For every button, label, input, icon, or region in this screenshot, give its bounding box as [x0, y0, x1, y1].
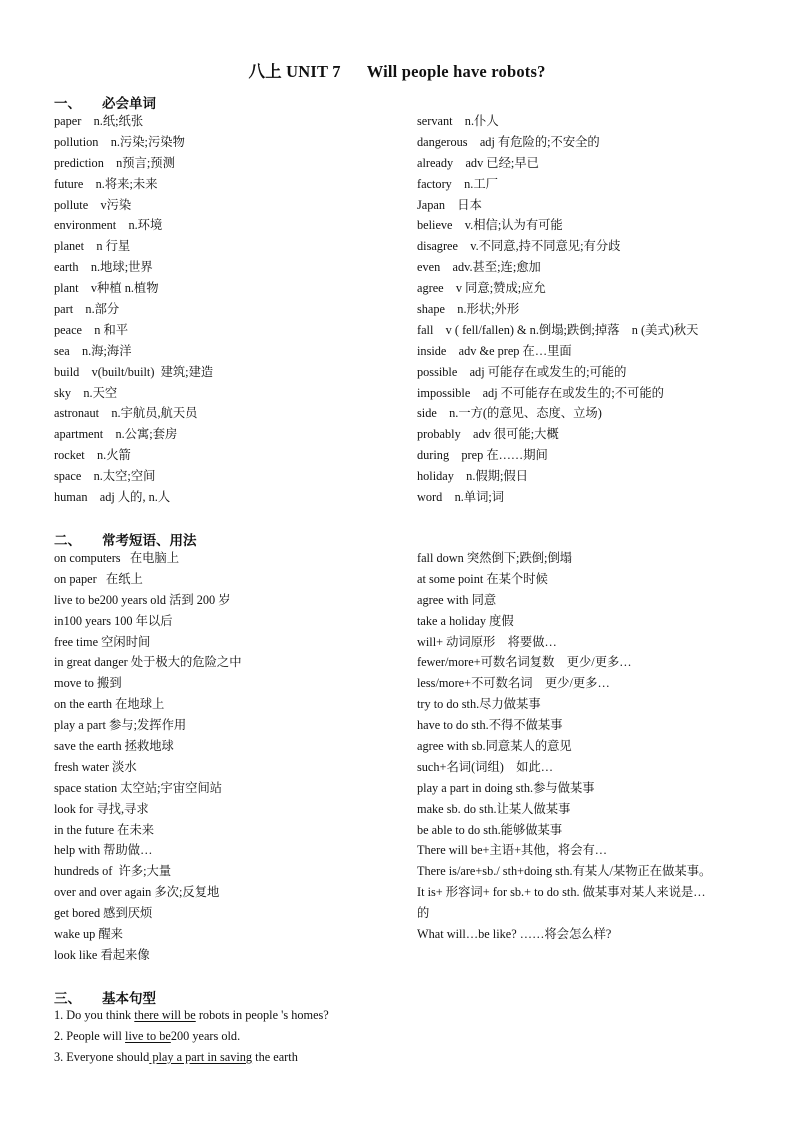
sentence-key-phrase: live to be [125, 1028, 171, 1043]
section-label: 基本句型 [102, 991, 156, 1006]
section-heading-phrases [54, 529, 197, 549]
vocab-item: sky n.天空 [54, 385, 118, 400]
section-label: 常考短语、用法 [102, 533, 197, 548]
vocab-item: believe v.相信;认为有可能 [417, 218, 563, 233]
sentence-item [54, 1047, 329, 1068]
phrase-item: look for 寻找,寻求 [54, 801, 149, 816]
vocab-item: already adv 已经;早已 [417, 155, 539, 170]
vocab-item: agree v 同意;赞成;应允 [417, 281, 546, 296]
vocab-item: side n.一方(的意见、态度、立场) [417, 406, 602, 421]
vocab-item: inside adv &e prep 在…里面 [417, 343, 572, 358]
title-unit: 八上 UNIT 7 [248, 62, 341, 81]
phrase-item: agree with sb.同意某人的意见 [417, 739, 572, 754]
vocab-item: human adj 人的, n.人 [54, 490, 171, 505]
vocabulary-list-right [417, 111, 698, 508]
phrase-item: hundreds of 许多;大量 [54, 864, 172, 879]
vocabulary-list-left [54, 111, 213, 508]
phrase-item: 的 [417, 906, 430, 921]
vocab-item: disagree v.不同意,持不同意见;有分歧 [417, 239, 621, 254]
section-number: 一、 [54, 96, 81, 111]
vocab-item: possible adj 可能存在或发生的;可能的 [417, 364, 627, 379]
phrase-item: free time 空闲时间 [54, 634, 151, 649]
phrase-item: There will be+主语+其他，将会有… [417, 843, 608, 858]
sentence-text: 200 years old. [170, 1028, 241, 1043]
vocab-item: holiday n.假期;假日 [417, 469, 529, 484]
vocab-item: shape n.形状;外形 [417, 302, 520, 317]
phrase-item: help with 帮助做… [54, 843, 153, 858]
phrase-list-left [54, 548, 242, 966]
phrase-item: fewer/more+可数名词复数 更少/更多… [417, 655, 632, 670]
section-heading-sentences [54, 987, 156, 1007]
sentence-text: 2. People will [54, 1028, 126, 1043]
phrase-item: It is+ 形容词+ for sb.+ to do sth. 做某事对某人来说是… [417, 885, 706, 900]
vocab-item: space n.太空;空间 [54, 469, 156, 484]
vocab-item: build v(built/built) 建筑;建造 [54, 364, 214, 379]
vocab-item: peace n 和平 [54, 322, 129, 337]
vocab-item: factory n.工厂 [417, 176, 498, 191]
vocab-item: sea n.海;海洋 [54, 343, 132, 358]
vocab-item: future n.将来;未来 [54, 176, 158, 191]
phrase-item: over and over again 多次;反复地 [54, 885, 220, 900]
phrase-item: in great danger 处于极大的危险之中 [54, 655, 242, 670]
vocab-item: impossible adj 不可能存在或发生的;不可能的 [417, 385, 664, 400]
vocab-item: pollution n.污染;污染物 [54, 134, 185, 149]
phrase-item: have to do sth.不得不做某事 [417, 718, 563, 733]
vocab-item: pollute v污染 [54, 197, 132, 212]
vocab-item: astronaut n.宇航员,航天员 [54, 406, 198, 421]
phrase-item: fall down 突然倒下;跌倒;倒塌 [417, 551, 573, 565]
vocab-item: rocket n.火箭 [54, 448, 131, 463]
title-question: Will people have robots? [366, 62, 546, 81]
phrase-item: space station 太空站;宇宙空间站 [54, 780, 223, 795]
phrase-item: try to do sth.尽力做某事 [417, 697, 541, 712]
phrase-item: will+ 动词原形 将要做… [417, 634, 557, 649]
phrase-item: be able to do sth.能够做某事 [417, 822, 563, 837]
phrase-item: less/more+不可数名词 更少/更多… [417, 676, 610, 691]
phrase-item: in the future 在未来 [54, 822, 155, 837]
sentence-text: the earth [252, 1049, 298, 1064]
sentence-key-phrase: play a part in saving [149, 1049, 253, 1064]
vocab-item: fall v ( fell/fallen) & n.倒塌;跌倒;掉落 n (美式)秋天 [417, 322, 699, 337]
sentence-patterns [54, 1005, 329, 1068]
phrase-item: fresh water 淡水 [54, 759, 137, 774]
vocab-item: environment n.环境 [54, 218, 163, 233]
phrase-item: look like 看起来像 [54, 947, 150, 962]
sentence-key-phrase: there will be [134, 1008, 196, 1022]
phrase-item: move to 搬到 [54, 676, 122, 691]
vocab-item: part n.部分 [54, 302, 120, 317]
phrase-item: at some point 在某个时候 [417, 571, 548, 586]
phrase-item: on paper 在纸上 [54, 571, 143, 586]
vocab-item: even adv.甚至;连;愈加 [417, 260, 541, 275]
phrase-item: in100 years 100 年以后 [54, 613, 173, 628]
phrase-list-right [417, 548, 711, 945]
vocab-item: word n.单词;词 [417, 490, 505, 505]
phrase-item: take a holiday 度假 [417, 613, 514, 628]
phrase-item: agree with 同意 [417, 592, 497, 607]
section-label: 必会单词 [102, 96, 156, 111]
vocab-item: during prep 在……期间 [417, 448, 548, 463]
section-heading-vocabulary [54, 92, 156, 112]
vocab-item: apartment n.公寓;套房 [54, 427, 178, 442]
vocab-item: plant v种植 n.植物 [54, 281, 159, 296]
sentence-item [54, 1005, 329, 1026]
section-number: 三、 [54, 991, 81, 1006]
vocab-item: probably adv 很可能;大概 [417, 427, 559, 442]
phrase-item: on computers 在电脑上 [54, 551, 180, 565]
phrase-item: such+名词(词组) 如此… [417, 759, 554, 774]
vocab-item: dangerous adj 有危险的;不安全的 [417, 134, 600, 149]
phrase-item: make sb. do sth.让某人做某事 [417, 801, 571, 816]
phrase-item: get bored 感到厌烦 [54, 906, 153, 921]
sentence-text: 3. Everyone should [54, 1049, 150, 1064]
vocab-item: Japan 日本 [417, 197, 482, 212]
section-number: 二、 [54, 533, 81, 548]
vocab-item: planet n 行星 [54, 239, 131, 254]
vocab-item: prediction n预言;预测 [54, 155, 175, 170]
phrase-item: play a part 参与;发挥作用 [54, 718, 187, 733]
sentence-text: robots in people 's homes? [195, 1008, 329, 1022]
phrase-item: What will…be like? ……将会怎么样? [417, 927, 612, 942]
vocab-item: earth n.地球;世界 [54, 260, 153, 275]
phrase-item: There is/are+sb./ sth+doing sth.有某人/某物正在做某事。 [417, 864, 712, 879]
phrase-item: live to be200 years old 活到 200 岁 [54, 592, 231, 607]
vocab-item: paper n.纸;纸张 [54, 114, 144, 128]
phrase-item: on the earth 在地球上 [54, 697, 165, 712]
phrase-item: play a part in doing sth.参与做某事 [417, 780, 595, 795]
phrase-item: wake up 醒来 [54, 927, 123, 942]
phrase-item: save the earth 拯救地球 [54, 739, 174, 754]
sentence-item [54, 1026, 329, 1047]
sentence-text: 1. Do you think [54, 1008, 135, 1022]
page-title [0, 58, 794, 82]
vocab-item: servant n.仆人 [417, 114, 499, 128]
